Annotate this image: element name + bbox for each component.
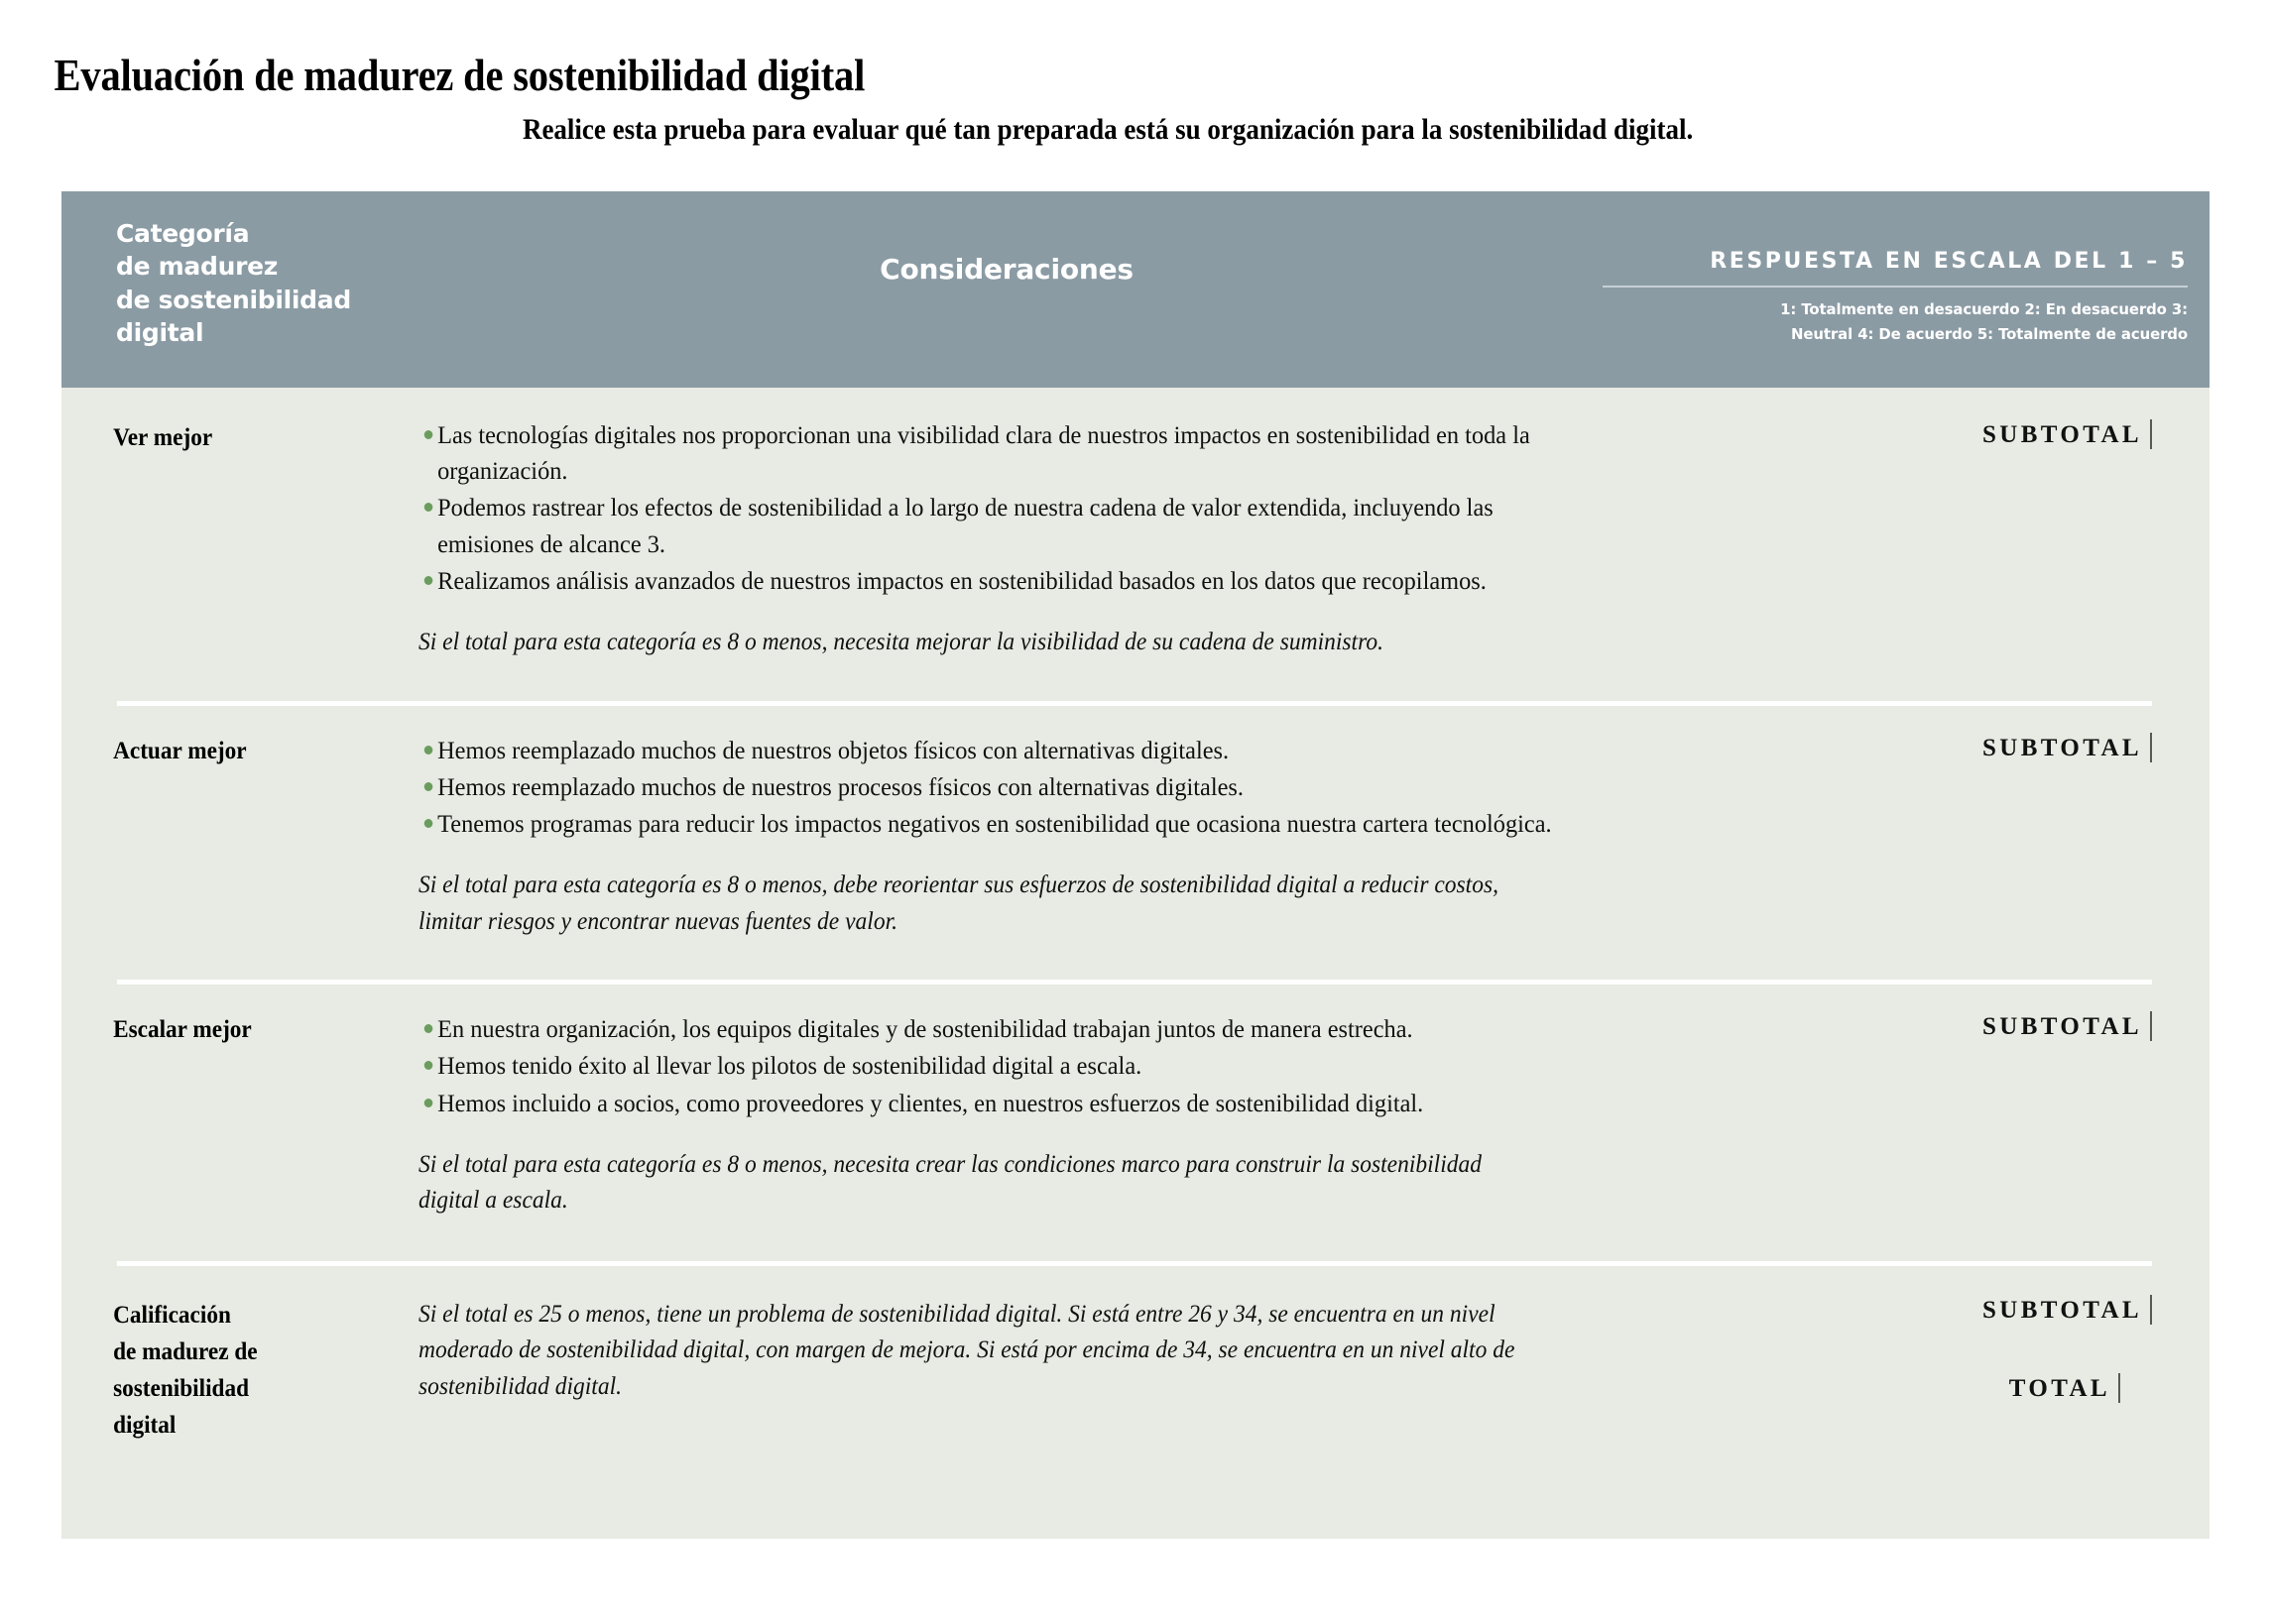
page-title: Evaluación de madurez de sostenibilidad digital [54, 50, 866, 100]
row-note: Si el total para esta categoría es 8 o menos, necesita mejorar la visibilidad de su cadena de suministro. [418, 629, 1383, 656]
header-scale-title: RESPUESTA EN ESCALA DEL 1 – 5 [1710, 249, 2188, 274]
header-category-line-1: Categoría [116, 219, 250, 248]
list-item: Podemos rastrear los efectos de sostenibilidad a lo largo de nuestra cadena de valor extendida, incluyendo las emisiones de alcance 3. [418, 490, 1555, 561]
list-item: Hemos reemplazado muchos de nuestros objetos físicos con alternativas digitales. [418, 733, 1555, 768]
subtotal-entry-rule[interactable] [2150, 1011, 2152, 1041]
row-category-label: Actuar mejor [113, 737, 247, 764]
row-note: Si el total para esta categoría es 8 o menos, debe reorientar sus esfuerzos de sostenibilidad digital a reducir costos, limitar riesgos y encontrar nuevas fuentes de valor. [418, 871, 1498, 935]
row-score-cell [1648, 388, 2204, 450]
page-subtitle: Realice esta prueba para evaluar qué tan preparada está su organización para la sostenibilidad digital. [522, 113, 1694, 147]
subtotal-field[interactable] [1648, 419, 2152, 450]
row-note: Si el total es 25 o menos, tiene un problema de sostenibilidad digital. Si está entre 26 y 34, se encuentra en un nivel moderado de sostenibilidad digital, con margen de mejora. Si está por encima de 34, se encuentra en un nivel alto de sostenibilidad digital. [418, 1300, 1515, 1400]
header-category-line-4: digital [116, 317, 204, 347]
row-category-cell [61, 701, 394, 769]
subtotal-entry-rule[interactable] [2150, 419, 2152, 449]
row-category-line-1: Calificación [113, 1301, 231, 1329]
header-cell-scale [1595, 191, 2210, 388]
subtotal-entry-rule[interactable] [2150, 1295, 2152, 1325]
header-scale-legend-line-2: Neutral 4: De acuerdo 5: Totalmente de acuerdo [1791, 325, 2188, 344]
subtotal-label: SUBTOTAL [1981, 421, 2142, 448]
header-cell-considerations [418, 191, 1595, 388]
subtotal-label: SUBTOTAL [1981, 1296, 2142, 1324]
considerations-list [418, 1011, 1609, 1121]
row-considerations-cell [418, 980, 1648, 1261]
header-cell-category [61, 191, 418, 388]
row-divider [117, 1261, 2152, 1266]
considerations-list [418, 417, 1609, 599]
total-label: TOTAL [2008, 1374, 2110, 1402]
row-category-label: Ver mejor [113, 424, 213, 451]
subtotal-field[interactable] [1648, 1011, 2152, 1042]
list-item: Hemos reemplazado muchos de nuestros procesos físicos con alternativas digitales. [418, 769, 1555, 805]
subtotal-label: SUBTOTAL [1981, 734, 2142, 761]
table-row [61, 388, 2210, 701]
header-category-line-3: de sostenibilidad [116, 285, 351, 314]
row-divider [117, 980, 2152, 985]
table-row [61, 980, 2210, 1261]
header-scale-divider [1603, 286, 2188, 288]
row-note: Si el total para esta categoría es 8 o menos, necesita crear las condiciones marco para construir la sostenibilidad digital a escala. [418, 1150, 1482, 1215]
table-row [61, 1261, 2210, 1444]
row-category-cell [61, 980, 394, 1048]
row-score-cell [1648, 701, 2204, 763]
page-header [0, 0, 2271, 146]
list-item: Hemos tenido éxito al llevar los pilotos de sostenibilidad digital a escala. [418, 1048, 1555, 1084]
list-item: Las tecnologías digitales nos proporcionan una visibilidad clara de nuestros impactos en sostenibilidad en toda la organización. [418, 417, 1555, 489]
row-score-cell [1648, 980, 2204, 1042]
header-category-line-2: de madurez [116, 252, 279, 282]
list-item: Tenemos programas para reducir los impactos negativos en sostenibilidad que ocasiona nuestra cartera tecnológica. [418, 806, 1555, 842]
subtotal-entry-rule[interactable] [2150, 733, 2152, 762]
row-category-line-2: de madurez de [113, 1337, 258, 1365]
subtotal-field[interactable] [1648, 733, 2152, 763]
considerations-list [418, 733, 1609, 843]
row-considerations-cell [418, 1261, 1648, 1436]
total-entry-rule[interactable] [2118, 1373, 2120, 1403]
table-body [61, 388, 2210, 1539]
list-item: En nuestra organización, los equipos digitales y de sostenibilidad trabajan juntos de manera estrecha. [418, 1011, 1555, 1047]
table-row [61, 701, 2210, 981]
subtotal-field[interactable] [1648, 1295, 2152, 1326]
header-considerations-label: Consideraciones [880, 253, 1134, 286]
row-considerations-cell [418, 388, 1648, 701]
table-header-row [61, 191, 2210, 388]
row-category-line-4: digital [113, 1411, 177, 1439]
subtotal-label: SUBTOTAL [1981, 1013, 2142, 1041]
row-category-cell [61, 1261, 394, 1444]
list-item: Hemos incluido a socios, como proveedores y clientes, en nuestros esfuerzos de sostenibilidad digital. [418, 1086, 1555, 1121]
total-field[interactable] [1648, 1373, 2152, 1404]
assessment-table [61, 191, 2210, 1539]
row-divider [117, 701, 2152, 706]
row-category-label: Escalar mejor [113, 1016, 252, 1044]
list-item: Realizamos análisis avanzados de nuestros impactos en sostenibilidad basados en los datos que recopilamos. [418, 563, 1555, 599]
row-score-cell [1648, 1261, 2204, 1404]
row-category-cell [61, 388, 394, 456]
header-scale-legend-line-1: 1: Totalmente en desacuerdo 2: En desacuerdo 3: [1780, 300, 2188, 318]
row-considerations-cell [418, 701, 1648, 981]
row-category-line-3: sostenibilidad [113, 1374, 250, 1402]
